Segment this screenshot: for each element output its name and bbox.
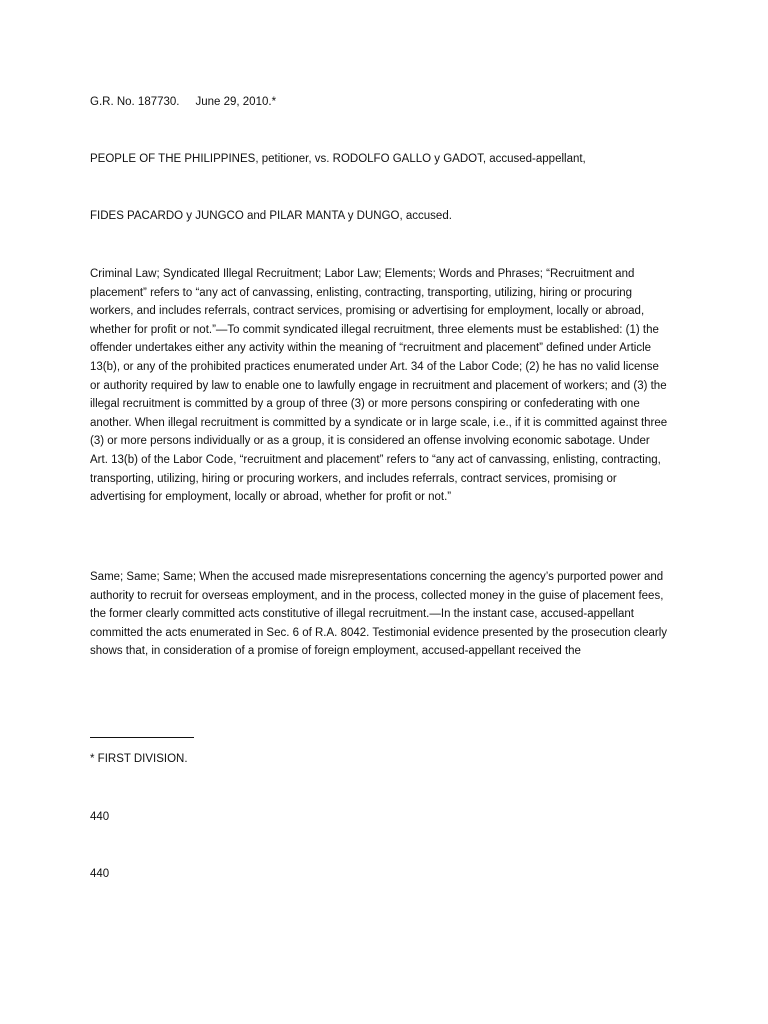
page-number: 440	[90, 811, 110, 823]
footnote: * FIRST DIVISION.	[90, 753, 188, 765]
footnote-rule	[90, 737, 194, 738]
headnote-paragraph-2: Same; Same; Same; When the accused made misrepresentations concerning the agency’s purported power and authority to recruit for overseas employment, and in the process, collected money in the guise of placement fees, the former clearly committed acts constitutive of illegal recruitment.—In the instant case, accused-appellant committed the acts enumerated in Sec. 6 of R.A. 8042. Testimonial evidence presented by the prosecution clearly shows that, in consideration of a promise of foreign employment, accused-appellant received the	[90, 571, 668, 658]
headnote-paragraph-1: Criminal Law; Syndicated Illegal Recruitment; Labor Law; Elements; Words and Phrases; “Recruitment and placement” refers to “any act of canvassing, enlisting, contracting, transporting, utilizing, hiring or procuring workers, and includes referrals, contract services, promising or advertising for employment, locally or abroad, whether for profit or not.”—To commit syndicated illegal recruitment, three elements must be established: (1) the offender undertakes either any activity within the meaning of “recruitment and placement” defined under Article 13(b), or any of the prohibited practices enumerated under Art. 34 of the Labor Code; (2) he has no valid license or authority required by law to enable one to lawfully engage in recruitment and placement of workers; and (3) the illegal recruitment is committed by a group of three (3) or more persons conspiring or confederating with one another. When illegal recruitment is committed by a syndicate or in large scale, i.e., if it is committed against three (3) or more persons individually or as a group, it is considered an offense involving economic sabotage. Under Art. 13(b) of the Labor Code, “recruitment and placement” refers to “any act of canvassing, enlisting, contracting, transporting, utilizing, hiring or procuring workers, and includes referrals, contract services, promising or advertising for employment, locally or abroad, whether for profit or not.”	[90, 268, 668, 504]
page-number-repeat: 440	[90, 868, 110, 880]
case-header: G.R. No. 187730. June 29, 2010.*	[90, 96, 277, 108]
parties-line: PEOPLE OF THE PHILIPPINES, petitioner, vs. RODOLFO GALLO y GADOT, accused-appellant,	[90, 153, 586, 165]
co-accused-line: FIDES PACARDO y JUNGCO and PILAR MANTA y DUNGO, accused.	[90, 210, 452, 222]
